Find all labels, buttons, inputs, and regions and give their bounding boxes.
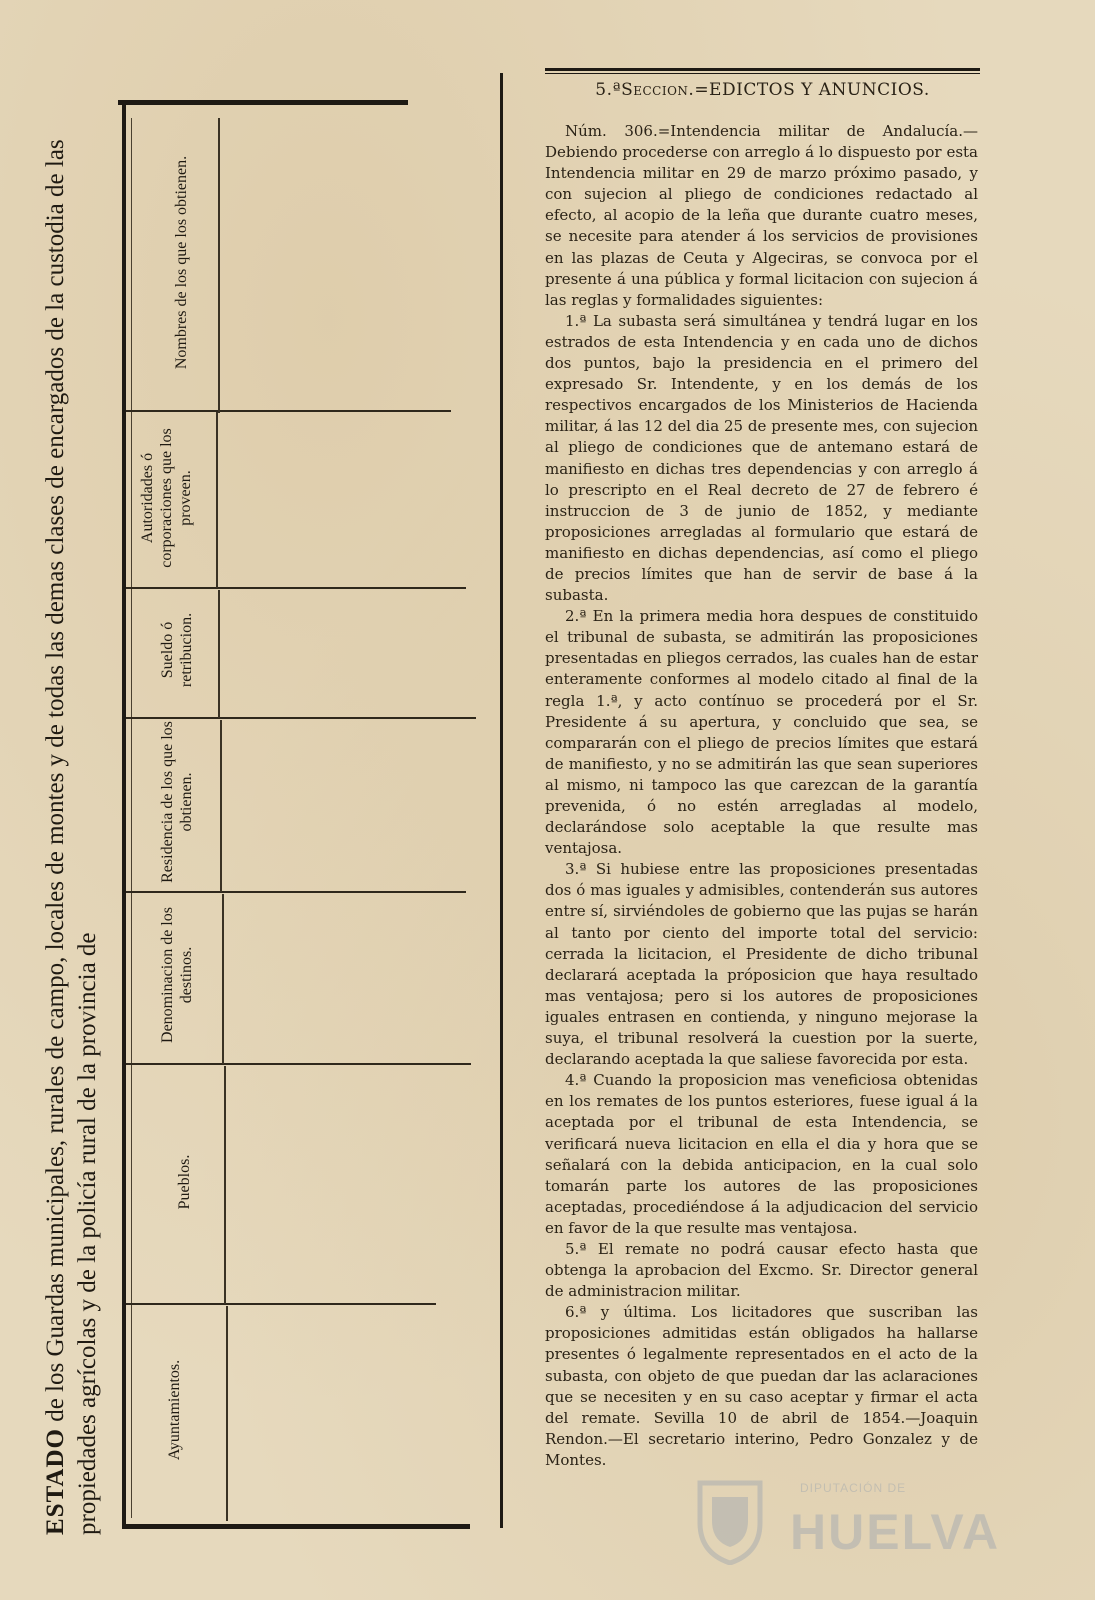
header-autoridades: Autoridades ó corporaciones que los proveen. xyxy=(139,428,194,568)
table-divider xyxy=(126,1063,471,1065)
header-sueldo: Sueldo ó retribucion. xyxy=(159,612,195,688)
edict-article xyxy=(545,121,978,1471)
header-residencia: Residencia de los que los obtienen. xyxy=(159,721,195,883)
section-top-rule-thin xyxy=(545,73,980,74)
edict-rule: 4.ª Cuando la proposicion mas veneficiosa obtenidas en los remates de los puntos esteriores, fuese igual á la aceptada por el tribunal de esta Intendencia, se verificará nueva licitacion en ella el dia y hora que se señalará con la debida anticipacion, en la cual solo tomarán parte los autores de las proposiciones aceptadas, procediéndose á la adjudicacion del servicio en favor de la que resulte mas ventajosa. xyxy=(545,1071,978,1237)
section-number: 5.ª xyxy=(595,80,622,100)
edict-rule: 5.ª El remate no podrá causar efecto hasta que obtenga la aprobacion del Excmo. Sr. Director general de administracion militar. xyxy=(545,1239,978,1301)
table-left-inner-rule xyxy=(131,118,132,1518)
header-boundary xyxy=(224,1066,226,1304)
edict-rule: 3.ª Si hubiese entre las proposiciones presentadas dos ó mas iguales y admisibles, contenderán sus autores entre sí, sirviéndoles de gobierno que las pujas se harán al tanto por ciento del importe total del servicio: cerrada la licitacion, el Presidente de dicho tribunal declarará aceptada la próposicion que haya resultado mas ventajosa; pero si los autores de proposiciones iguales entrasen en contienda, y ninguno mejorase la suya, el tribunal resolverá la cuestion por la suerte, declarando aceptada la que saliese favorecida por esta. xyxy=(545,860,978,1069)
table-bottom-rule xyxy=(122,1524,470,1529)
header-boundary xyxy=(216,412,218,588)
estado-title-lead: ESTADO xyxy=(42,1428,69,1535)
header-boundary xyxy=(218,118,220,413)
header-pueblos: Pueblos. xyxy=(176,1154,193,1210)
header-ayuntamientos: Ayuntamientos. xyxy=(166,1359,183,1461)
edict-rule: 2.ª En la primera media hora despues de constituido el tribunal de subasta, se admitirán las proposiciones presentadas en pliegos cerrados, las cuales han de estar enteramente conformes al modelo citado al final de la regla 1.ª, y acto contínuo se procederá por el Sr. Presidente á su apertura, y concluido que sea, se compararán con el pliego de precios límites que estará de manifiesto, y no se admitirán las que sean superiores al mismo, ni tampoco las que carezcan de la garantía prevenida, ó no estén arregladas al modelo, declarándose solo aceptable la que resulte mas ventajosa. xyxy=(545,607,978,858)
header-boundary xyxy=(218,590,220,718)
estado-title xyxy=(40,65,104,1535)
header-boundary xyxy=(226,1306,228,1521)
table-left-rule xyxy=(122,104,126,1526)
watermark-small-text: DIPUTACIÓN DE xyxy=(800,1481,907,1495)
header-nombres: Nombres de los que los obtienen. xyxy=(173,155,190,370)
edict-rule: 1.ª La subasta será simultánea y tendrá lugar en los estrados de esta Intendencia y en cada uno de dichos dos puntos, bajo la presidencia en el primero del expresado Sr. Intendente, y en los demás de los respectivos encargados de los Ministerios de Hacienda militar, á las 12 del dia 25 de presente mes, con sujecion al pliego de condiciones que de antemano estará de manifiesto en dichas tres dependencias y con arreglo á lo prescripto en el Real decreto de 27 de febrero é instruccion de 3 de junio de 1852, y mediante proposiciones arregladas al formulario que estará de manifiesto en dichas dependencias, así como el pliego de precios límites que han de servir de base á la subasta. xyxy=(545,311,978,605)
header-boundary xyxy=(222,894,224,1064)
section-top-rule xyxy=(545,68,980,71)
diputacion-huelva-watermark xyxy=(690,1475,1020,1565)
estado-title-text: de los Guardas municipales, rurales de campo, locales de montes y de todas las demas clases de encargados de la custodia de las propiedades agrícolas y de la policía rural de la provincia de xyxy=(42,139,101,1535)
section-heading xyxy=(545,80,980,100)
table-divider xyxy=(126,1303,436,1305)
section-title: Seccion.=EDICTOS Y ANUNCIOS. xyxy=(621,80,930,100)
shield-icon xyxy=(690,1475,770,1565)
edict-rule: 6.ª y última. Los licitadores que suscriban las proposiciones admitidas están obligados ha hallarse presentes ó legalmente representados en el acto de la subasta, con objeto de que puedan dar las aclaraciones que se necesiten y en su caso aceptar y firmar el acta del remate. Sevilla 10 de abril de 1854.—Joaquin Rendon.—El secretario interino, Pedro Gonzalez y de Montes. xyxy=(545,1303,978,1469)
column-separator-rule xyxy=(500,73,503,1528)
edict-intro: Núm. 306.=Intendencia militar de Andalucía.—Debiendo procederse con arreglo á lo dispuesto por esta Intendencia militar en 29 de marzo próximo pasado, y con sujecion al pliego de condiciones redactado al efecto, al acopio de la leña que durante cuatro meses, se necesite para atender á los servicios de provisiones en las plazas de Ceuta y Algeciras, se convoca por el presente á una pública y formal licitacion con sujecion á las reglas y formalidades siguientes: xyxy=(545,122,978,309)
header-boundary xyxy=(220,720,222,892)
watermark-text: HUELVA xyxy=(790,1504,1001,1560)
table-top-rule xyxy=(118,100,408,105)
header-denominacion: Denominacion de los destinos. xyxy=(159,907,195,1043)
